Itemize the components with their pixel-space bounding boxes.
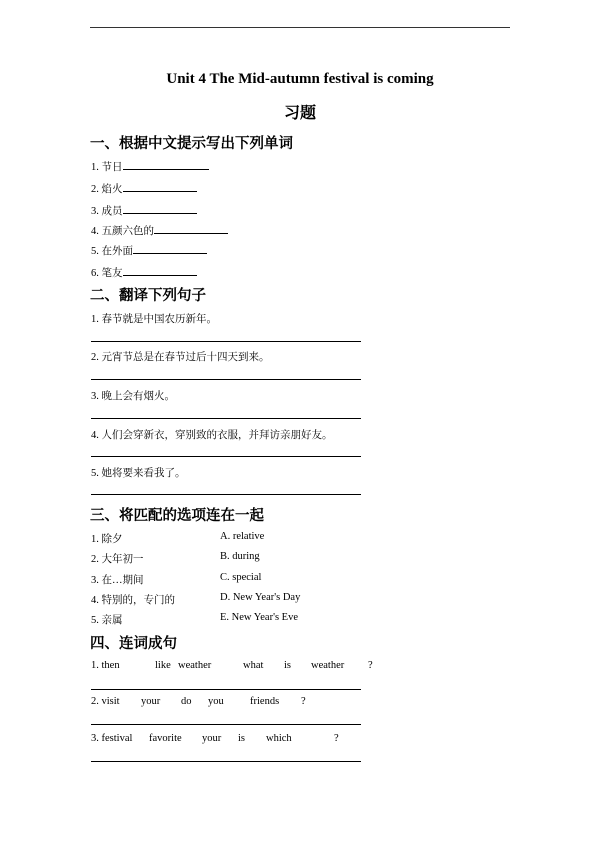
scramble-word: 3. festival	[91, 733, 133, 744]
vocab-item-1: 1. 节日	[91, 158, 209, 174]
scramble-word: like	[155, 660, 171, 671]
top-rule	[90, 27, 510, 28]
match-right-3[interactable]: C. special	[220, 572, 262, 583]
match-left-5[interactable]: 5. 亲属	[91, 615, 123, 626]
match-left-2[interactable]: 2. 大年初一	[91, 554, 144, 565]
scramble-word: is	[238, 733, 246, 744]
section2-heading: 二、翻译下列句子	[90, 288, 206, 304]
scramble-word: which	[266, 733, 292, 744]
vocab-item-5: 5. 在外面	[91, 242, 207, 258]
section1-heading: 一、根据中文提示写出下列单词	[90, 136, 293, 152]
scramble-word: ?	[334, 733, 339, 744]
translate-item-1: 1. 春节就是中国农历新年。	[91, 314, 217, 325]
vocab-item-4: 4. 五颜六色的	[91, 222, 228, 238]
scramble-word: what	[243, 660, 264, 671]
vocab-item-3: 3. 成员	[91, 202, 197, 218]
vocab-blank-3[interactable]	[123, 202, 197, 214]
scramble-word: ?	[301, 696, 306, 707]
scramble-word: 2. visit	[91, 696, 120, 707]
vocab-item-6: 6. 笔友	[91, 264, 197, 280]
match-right-4[interactable]: D. New Year's Day	[220, 592, 301, 603]
translate-item-2: 2. 元宵节总是在春节过后十四天到来。	[91, 352, 270, 363]
scramble-word: is	[284, 660, 292, 671]
scramble-word: your	[202, 733, 222, 744]
scramble-word: you	[208, 696, 224, 707]
match-left-4[interactable]: 4. 特别的，专门的	[91, 595, 175, 606]
match-left-1[interactable]: 1. 除夕	[91, 534, 123, 545]
vocab-blank-4[interactable]	[154, 222, 228, 234]
match-right-2[interactable]: B. during	[220, 551, 260, 562]
vocab-blank-1[interactable]	[123, 158, 209, 170]
scramble-word: your	[141, 696, 161, 707]
vocab-blank-6[interactable]	[123, 264, 197, 276]
translate-answer-line-3[interactable]	[91, 418, 361, 419]
translate-answer-line-4[interactable]	[91, 456, 361, 457]
scramble-word: friends	[250, 696, 280, 707]
scramble-word: weather	[311, 660, 345, 671]
match-right-1[interactable]: A. relative	[220, 531, 265, 542]
section3-heading: 三、将匹配的选项连在一起	[90, 508, 264, 524]
translate-item-4: 4. 人们会穿新衣，穿别致的衣服，并拜访亲朋好友。	[91, 430, 333, 441]
page-subtitle: 习题	[283, 103, 316, 122]
translate-answer-line-2[interactable]	[91, 379, 361, 380]
translate-answer-line-1[interactable]	[91, 341, 361, 342]
scramble-answer-line-3[interactable]	[91, 761, 361, 762]
translate-item-5: 5. 她将要来看我了。	[91, 468, 186, 479]
scramble-word: 1. then	[91, 660, 120, 671]
translate-item-3: 3. 晚上会有烟火。	[91, 391, 175, 402]
vocab-blank-2[interactable]	[123, 180, 197, 192]
scramble-word: ?	[368, 660, 373, 671]
section4-heading: 四、连词成句	[90, 636, 177, 652]
scramble-word: do	[181, 696, 192, 707]
scramble-answer-line-2[interactable]	[91, 724, 361, 725]
match-left-3[interactable]: 3. 在…期间	[91, 575, 144, 586]
vocab-blank-5[interactable]	[133, 242, 207, 254]
scramble-word: favorite	[149, 733, 182, 744]
scramble-word: weather	[178, 660, 212, 671]
translate-answer-line-5[interactable]	[91, 494, 361, 495]
vocab-item-2: 2. 焰火	[91, 180, 197, 196]
scramble-answer-line-1[interactable]	[91, 689, 361, 690]
page-title: Unit 4 The Mid-autumn festival is coming	[166, 71, 434, 87]
match-right-5[interactable]: E. New Year's Eve	[220, 612, 299, 623]
